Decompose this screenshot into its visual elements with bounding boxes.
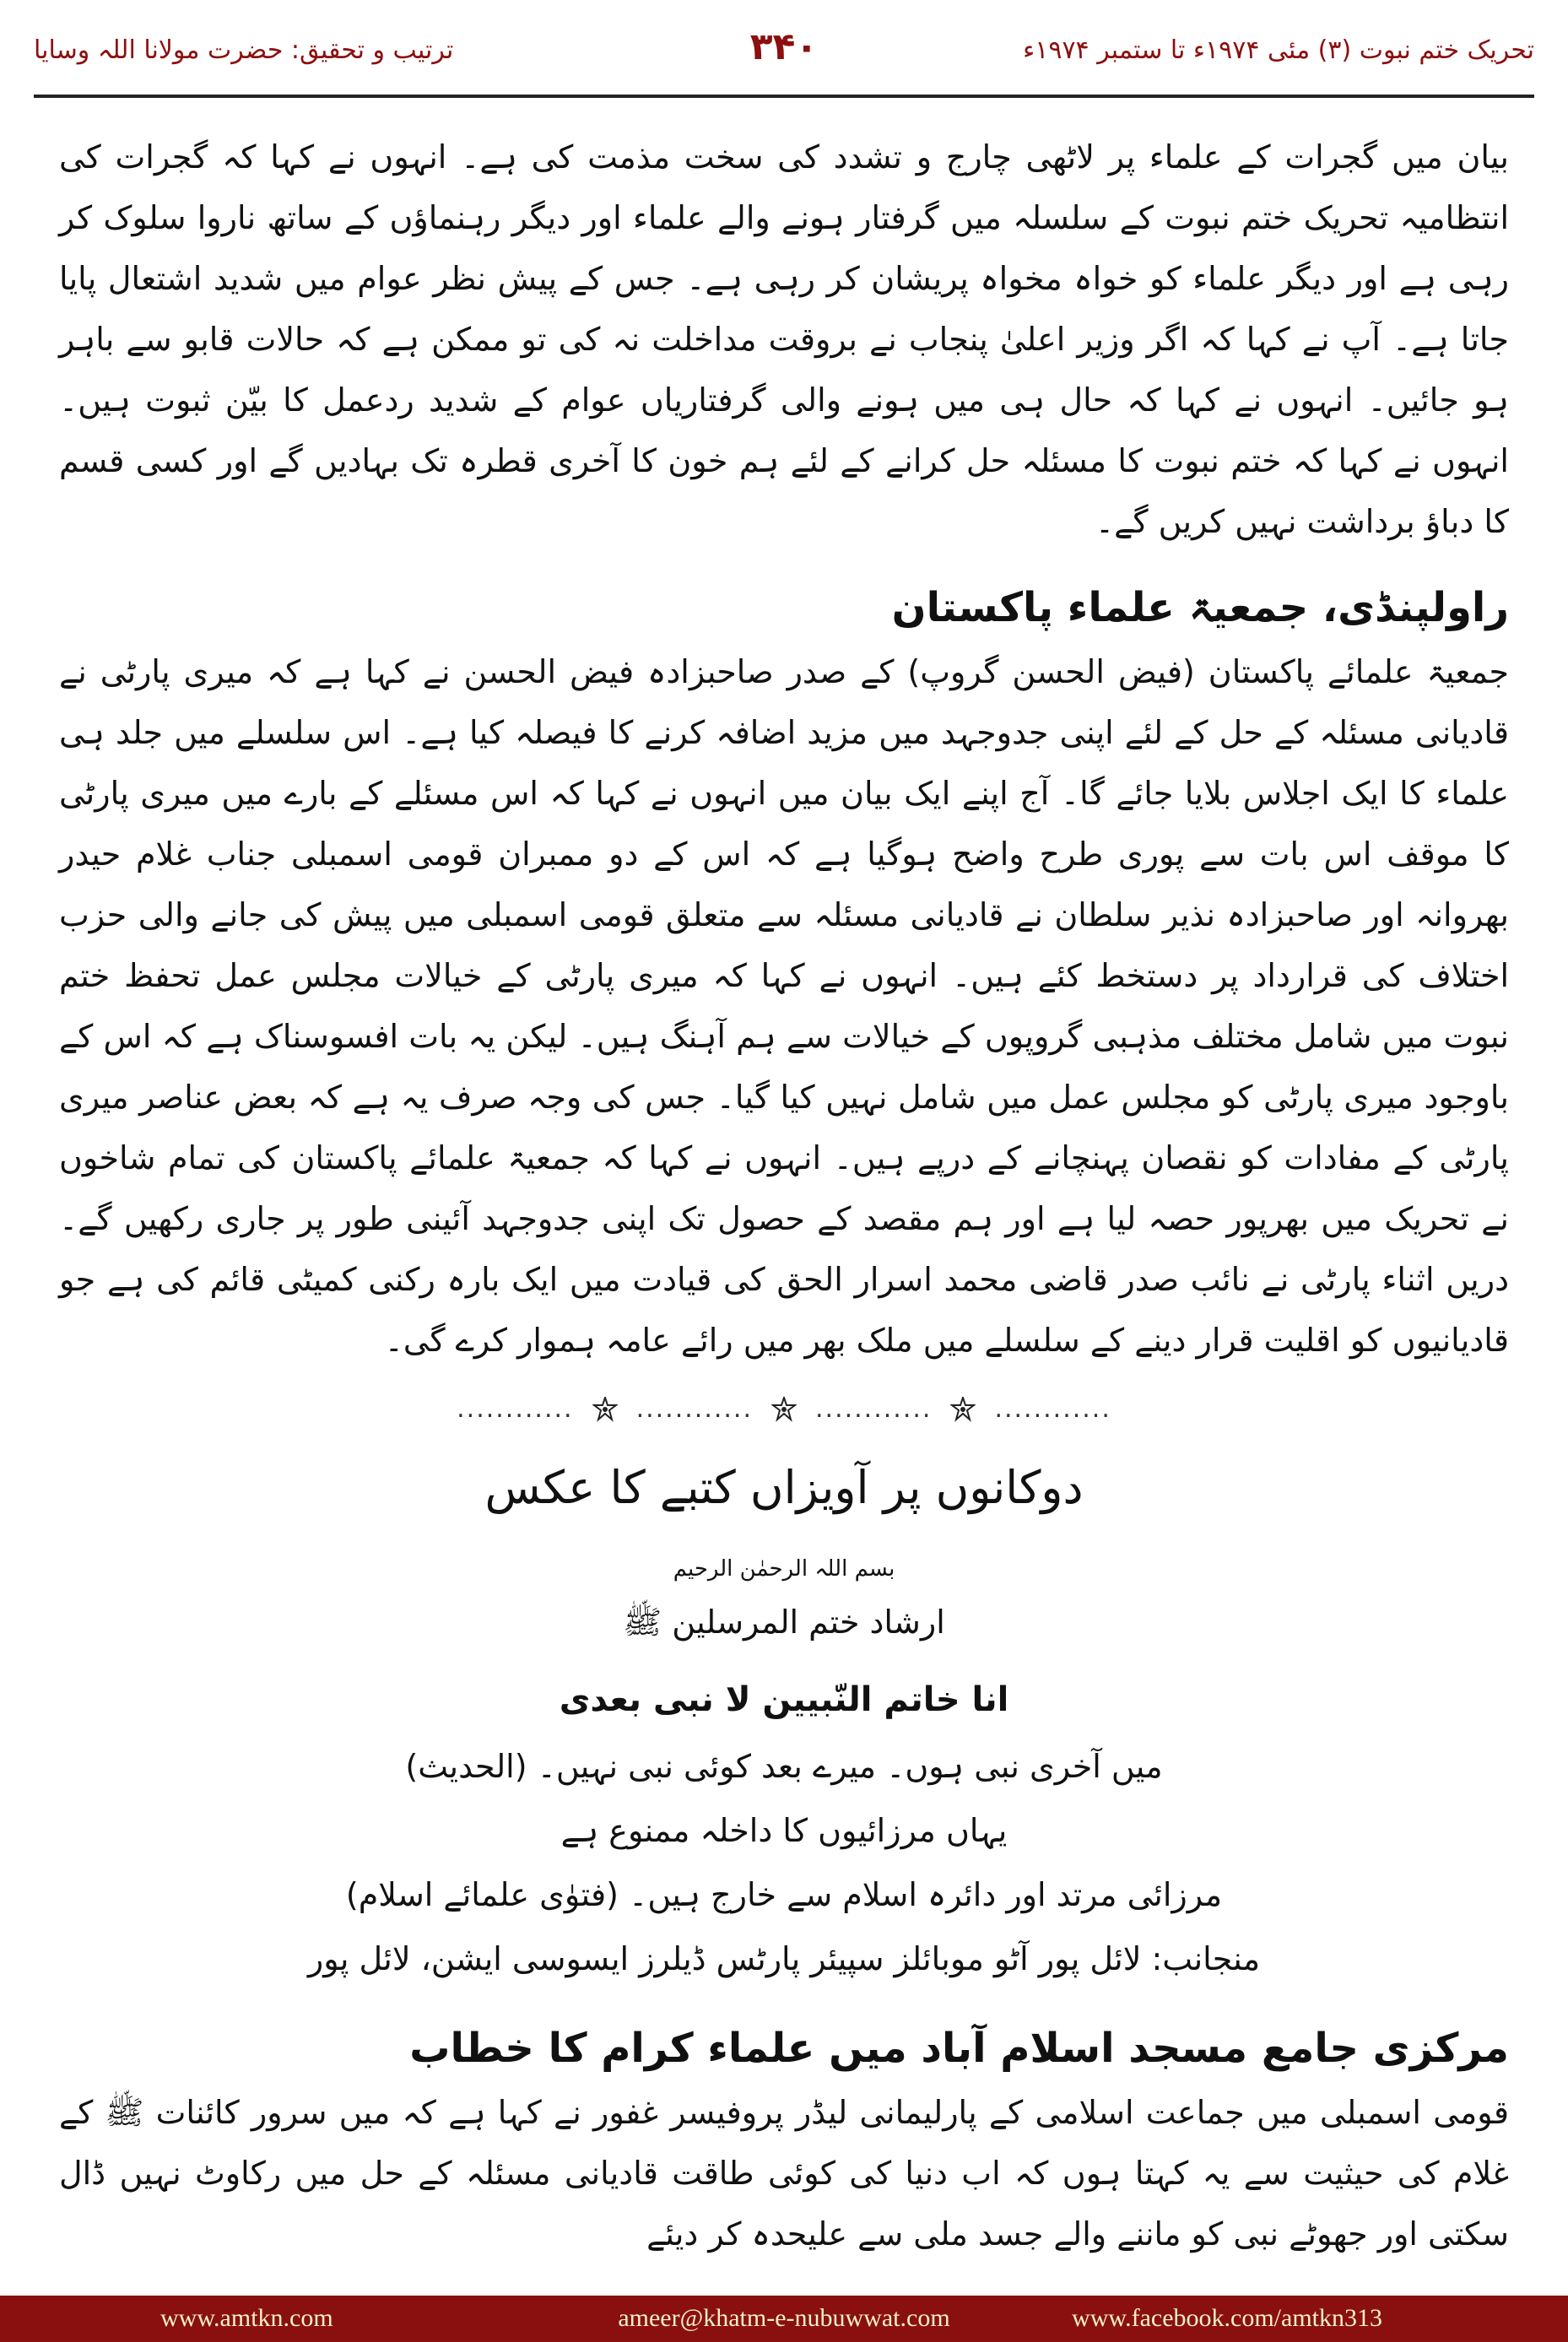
header-divider: [34, 95, 1534, 98]
dots-left: ............: [457, 1394, 574, 1424]
bismillah: بسم اللہ الرحمٰن الرحیم: [673, 1556, 895, 1582]
page-number: ۳۴۰: [749, 25, 819, 68]
notice-from: منجانب: لائل پور آٹو موبائلز سپیئر پارٹس ڈیلرز ایسوسی ایشن، لائل پور: [307, 1940, 1261, 1977]
hadith-translation: میں آخری نبی ہوں۔ میرے بعد کوئی نبی نہیں۔ (الحدیث): [405, 1748, 1163, 1785]
footer-facebook-link[interactable]: www.facebook.com/amtkn313: [1072, 2304, 1382, 2332]
hadith-arabic: انا خاتم النّبیین لا نبی بعدی: [559, 1680, 1009, 1719]
page-footer: [0, 2296, 1568, 2342]
dots-mid-right: ............: [815, 1394, 933, 1424]
footer-website-link[interactable]: www.amtkn.com: [160, 2304, 333, 2332]
paragraph-jamiat: جمعیۃ علمائے پاکستان (فیض الحسن گروپ) کے صدر صاحبزادہ فیض الحسن نے کہا ہے کہ میری پارٹی نے قادیانی مسئلہ کے حل کے لئے اپنی جدوجہد میں مزید اضافہ کرنے کا فیصلہ کیا ہے۔ اس سلسلے میں جلد ہی علماء کا ایک اجلاس بلایا جائے گا۔ آج اپنے ایک بیان میں انہوں نے کہا کہ اس مسئلے کے بارے میں میری پارٹی کا موقف اس بات سے پوری طرح واضح ہوگیا ہے کہ اس کے دو ممبران قومی اسمبلی جناب غلام حیدر بھروانہ اور صاحبزادہ نذیر سلطان نے قادیانی مسئلہ سے متعلق قومی اسمبلی میں پیش کی جانے والی حزب اختلاف کی قرارداد پر دستخط کئے ہیں۔ انہوں نے کہا کہ میری پارٹی کے خیالات مجلس عمل تحفظ ختم نبوت میں شامل مختلف مذہبی گروپوں کے خیالات سے ہم آہنگ ہیں۔ لیکن یہ بات افسوسناک ہے کہ اس کے باوجود میری پارٹی کو مجلس عمل میں شامل نہیں کیا گیا۔ جس کی وجہ صرف یہ ہے کہ بعض عناصر میری پارٹی کے مفادات کو نقصان پہنچانے کے درپے ہیں۔ انہوں نے کہا کہ جمعیۃ علمائے پاکستان کی تمام شاخوں نے تحریک میں بھرپور حصہ لیا ہے اور ہم مقصد کے حصول تک اپنی جدوجہد آئینی طور پر جاری رکھیں گے۔ دریں اثناء پارٹی نے نائب صدر قاضی محمد اسرار الحق کی قیادت میں ایک بارہ رکنی کمیٹی قائم کی ہے جو قادیانیوں کو اقلیت قرار دینے کے سلسلے میں ملک بھر میں رائے عامہ ہموار کرے گی۔: [59, 653, 1509, 1359]
paragraph-ghafoor: قومی اسمبلی میں جماعت اسلامی کے پارلیمانی لیڈر پروفیسر غفور نے کہا ہے کہ میں سرور کائنات ﷺ کے غلام کی حیثیت سے یہ کہتا ہوں کہ اب دنیا کی کوئی طاقت قادیانی مسئلہ کے حل میں رکاوٹ نہیں ڈال سکتی اور جھوٹے نبی کو ماننے والے جسد ملی سے علیحدہ کر دیئے: [59, 2094, 1509, 2253]
irshad-line: ارشاد ختم المرسلین ﷺ: [623, 1604, 945, 1641]
page-content: [59, 127, 1509, 2264]
dots-mid-left: ............: [635, 1394, 753, 1424]
page-header: [0, 0, 1568, 101]
fatwa-line: مرزائی مرتد اور دائرہ اسلام سے خارج ہیں۔ (فتوٰی علمائے اسلام): [345, 1876, 1223, 1913]
flower-ornament-icon: [950, 1397, 976, 1422]
flower-ornament-icon: [592, 1397, 618, 1422]
prohibition-line: یہاں مرزائیوں کا داخلہ ممنوع ہے: [560, 1812, 1008, 1849]
ornament-divider: [59, 1394, 1509, 1424]
footer-email-link[interactable]: ameer@khatm-e-nubuwwat.com: [618, 2304, 950, 2332]
header-book-title: تحریک ختم نبوت (۳) مئی ۱۹۷۴ء تا ستمبر ۱۹۷۴ء: [1023, 35, 1534, 65]
notice-title: دوکانوں پر آویزاں کتبے کا عکس: [484, 1461, 1084, 1514]
paragraph-gujrat: بیان میں گجرات کے علماء پر لاٹھی چارج و تشدد کی سخت مذمت کی ہے۔ انہوں نے کہا کہ گجرات کی انتظامیہ تحریک ختم نبوت کے سلسلہ میں گرفتار ہونے والے علماء اور دیگر رہنماؤں کے ساتھ ناروا سلوک کر رہی ہے اور دیگر علماء کو خواہ مخواہ پریشان کر رہی ہے۔ جس کے پیش نظر عوام میں شدید اشتعال پایا جاتا ہے۔ آپ نے کہا کہ اگر وزیر اعلیٰ پنجاب نے بروقت مداخلت نہ کی تو ممکن ہے کہ حالات قابو سے باہر ہو جائیں۔ انہوں نے کہا کہ حال ہی میں ہونے والی گرفتاریاں عوام کے شدید ردعمل کا بیّن ثبوت ہیں۔ انہوں نے کہا کہ ختم نبوت کا مسئلہ حل کرانے کے لئے ہم خون کا آخری قطرہ تک بہادیں گے اور کسی قسم کا دباؤ برداشت نہیں کریں گے۔: [59, 138, 1509, 540]
notice-block: [59, 1449, 1509, 1991]
header-compiler: ترتیب و تحقیق: حضرت مولانا اللہ وسایا: [34, 35, 454, 65]
flower-ornament-icon: [771, 1397, 797, 1422]
section-heading-rawalpindi: راولپنڈی، جمعیۃ علماء پاکستان: [891, 584, 1509, 631]
section-heading-islamabad: مرکزی جامع مسجد اسلام آباد میں علماء کرام کا خطاب: [409, 2025, 1509, 2072]
dots-right: ............: [994, 1394, 1111, 1424]
